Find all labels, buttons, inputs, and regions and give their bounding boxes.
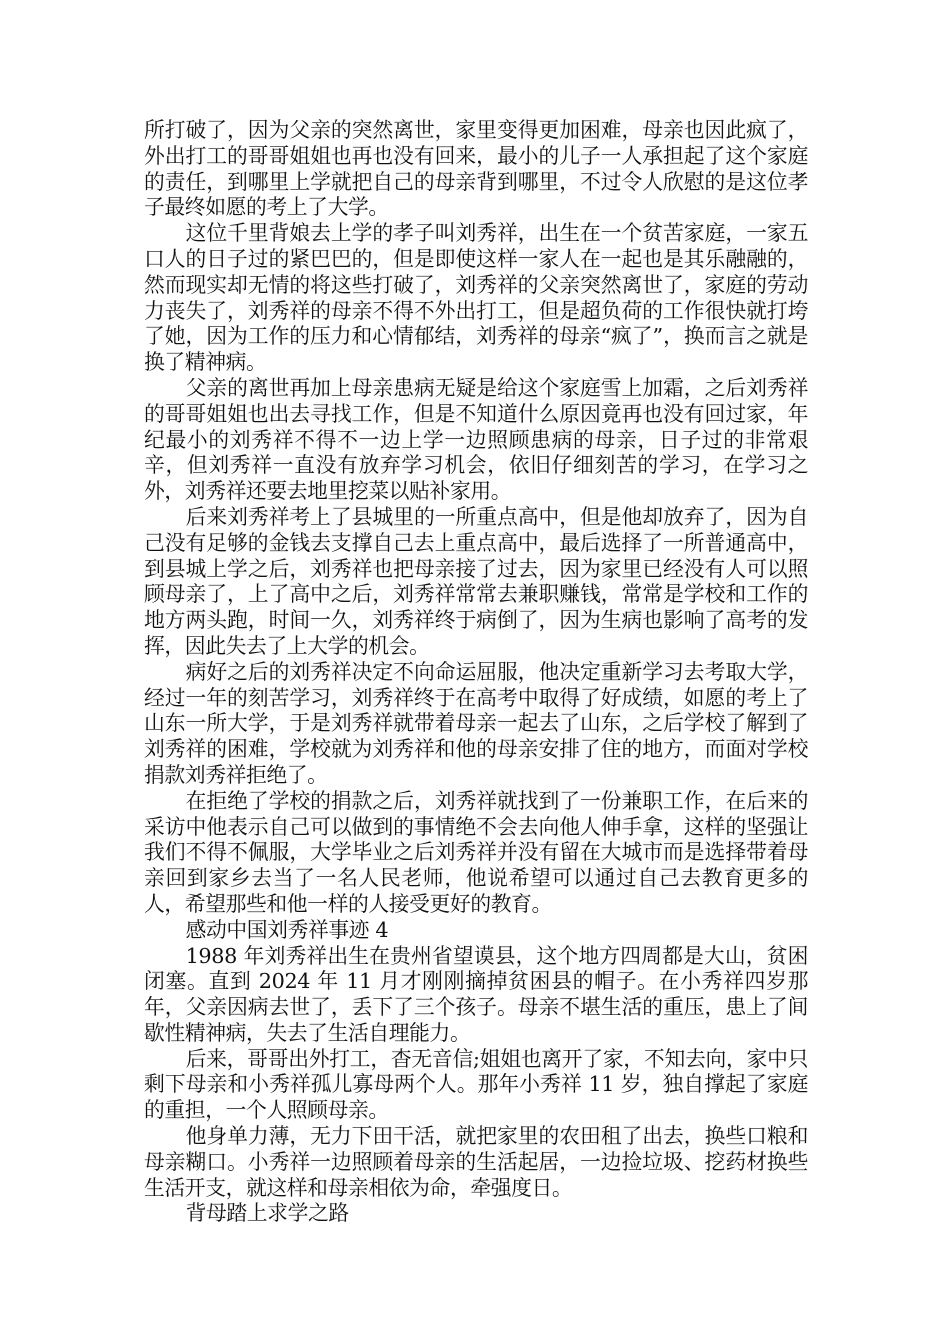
paragraph: 后来刘秀祥考上了县城里的一所重点高中，但是他却放弃了，因为自己没有足够的金钱去支撑自己去上重点高中，最后选择了一所普通高中，到县城上学之后，刘秀祥也把母亲接了过去，因为家里已经没有人可以照顾母亲了，上了高中之后，刘秀祥常常去兼职赚钱，常常是学校和工作的地方两头跑，时间一久，刘秀祥终于病倒了，因为生病也影响了高考的发挥，因此失去了上大学的机会。 [144, 504, 808, 658]
paragraph: 后来，哥哥出外打工，杳无音信;姐姐也离开了家，不知去向，家中只剩下母亲和小秀祥孤儿寡母两个人。那年小秀祥 11 岁，独自撑起了家庭的重担，一个人照顾母亲。 [144, 1046, 808, 1123]
paragraph: 病好之后的刘秀祥决定不向命运屈服，他决定重新学习去考取大学，经过一年的刻苦学习，刘秀祥终于在高考中取得了好成绩，如愿的考上了山东一所大学，于是刘秀祥就带着母亲一起去了山东，之后学校了解到了刘秀祥的困难，学校就为刘秀祥和他的母亲安排了住的地方，而面对学校捐款刘秀祥拒绝了。 [144, 659, 808, 787]
document-page [144, 118, 808, 1227]
paragraph: 这位千里背娘去上学的孝子叫刘秀祥，出生在一个贫苦家庭，一家五口人的日子过的紧巴巴的，但是即使这样一家人在一起也是其乐融融的，然而现实却无情的将这些打破了，刘秀祥的父亲突然离世了，家庭的劳动力丧失了，刘秀祥的母亲不得不外出打工，但是超负荷的工作很快就打垮了她，因为工作的压力和心情郁结，刘秀祥的母亲“疯了”，换而言之就是换了精神病。 [144, 221, 808, 375]
paragraph: 父亲的离世再加上母亲患病无疑是给这个家庭雪上加霜，之后刘秀祥的哥哥姐姐也出去寻找工作，但是不知道什么原因竟再也没有回过家，年纪最小的刘秀祥不得不一边上学一边照顾患病的母亲，日子过的非常艰辛，但刘秀祥一直没有放弃学习机会，依旧仔细刻苦的学习，在学习之外，刘秀祥还要去地里挖菜以贴补家用。 [144, 375, 808, 504]
subsection-heading: 背母踏上求学之路 [185, 1201, 349, 1226]
paragraph: 在拒绝了学校的捐款之后，刘秀祥就找到了一份兼职工作，在后来的采访中他表示自己可以做到的事情绝不会去向他人伸手拿，这样的坚强让我们不得不佩服，大学毕业之后刘秀祥并没有留在大城市而是选择带着母亲回到家乡去当了一名人民老师，他说希望可以通过自己去教育更多的人，希望那些和他一样的人接受更好的教育。 [144, 788, 808, 916]
paragraph-continued: 所打破了，因为父亲的突然离世，家里变得更加困难，母亲也因此疯了，外出打工的哥哥姐姐也再也没有回来，最小的儿子一人承担起了这个家庭的责任，到哪里上学就把自己的母亲背到哪里，不过令人欣慰的是这位孝子最终如愿的考上了大学。 [144, 118, 808, 220]
paragraph: 他身单力薄，无力下田干活，就把家里的农田租了出去，换些口粮和母亲糊口。小秀祥一边照顾着母亲的生活起居，一边捡垃圾、挖药材换些生活开支，就这样和母亲相依为命，牵强度日。 [144, 1124, 808, 1200]
paragraph: 1988 年刘秀祥出生在贵州省望谟县，这个地方四周都是大山，贫困闭塞。直到 2024 年 11 月才刚刚摘掉贫困县的帽子。在小秀祥四岁那年，父亲因病去世了，丢下了三个孩子。母亲不堪生活的重压，患上了间歇性精神病，失去了生活自理能力。 [144, 943, 808, 1045]
section-heading: 感动中国刘秀祥事迹 4 [185, 917, 389, 942]
